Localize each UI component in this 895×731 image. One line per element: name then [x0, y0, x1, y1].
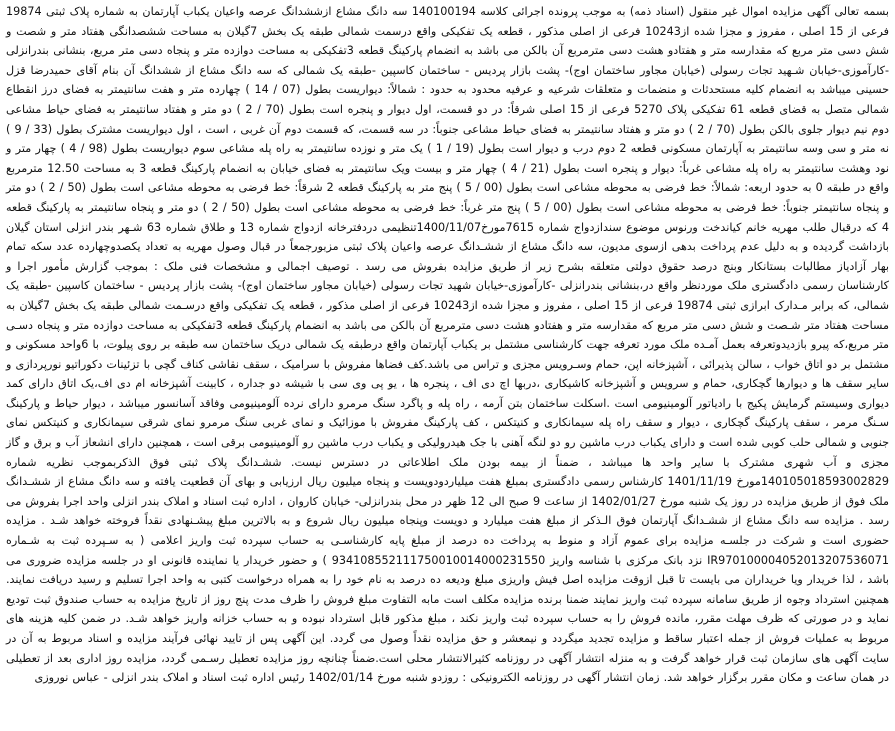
auction-notice-text: بسمه تعالی آگهی مزایده اموال غیر منقول (اسناد ذمه) به موجب پرونده اجرائی کلاسه 140100194 سه دانگ مشاع ازششدانگ عرصه واعیان یکباب آپارتمان به شماره پلاک ثبتی 19874 فرعی از 15 اصلی ، مفروز و مجزا شده از10243 فرعی از اصلی مذکور ، قطعه یک تفکیکی واقع درسمت شمالی طبقه یک بخش 7گیلان به مساحت ششصدانگی هفتاد متر و شصت و شش دسی متر مربع که مقدارسه متر و هفتادو هشت دسی مترمربع آن بالکن می باشد به انضمام پارکینگ قطعه 3تفکیکی به مساحت دوازده متر و پنجاه دسی متر مربع، بنشانی بندرانزلی -کارآموزی-خیابان شـهید تجات رسولی (خیابان مجاور ساختمان اوج)- پشت بازار پردیس - ساختمان کاسپین -طبقه یک شمالی که سه دانگ مشاع از ششدانگ آن بنام آقای حمیدرضا قزل حسینی میباشد به انضمام کلیه مستحدثات و منضمات و متعلقات شرعیه و عرفیه محدود به حدود : شمالاً: دیواریست بطول (07 / 14 ) چهارده متر و هفت سانتیمتر به فضای درز انقطاع شمالی متصل به قضای قطعه 61 تفکیکی پلاک 5270 فرعی از 15 اصلی شرقاً: در دو قسمت، اول دیوار و پنجره است بطول (70 / 2 ) دو متر و هفتاد سانتیمتر به فضای حیاط مشاعی دوم نیم دیوار جلوی بالکن بطول (70 / 2 ) دو متر و هفتاد سانتیمتر به فضای حیاط مشاعی جنوباً: در سه قسمت، که قسمت دوم آن غربی ، است ، اول دیواریست مشترک بطول (33 / 9 ) نه متر و سی وسه سانتیمتر به آپارتمان مسکونی قطعه 2 دوم درب و دیوار است بطول (19 / 1 ) یک متر و نوزده سانتیمتر به راه پله مشاعی سوم دیواریست بطول (98 / 4 ) چهار متر و نود وهشت سانتیمتر به راه پله مشاعی غرباً: دیوار و پنجره است بطول (21 / 4 ) چهار متر و بیست ویک سانتیمتر به فضای خیابان به انضمام پارکینگ قطعه 3 به مساحت 12.50 مترمربع واقع در طبقه 0 به حدود اربعه: شمالاً: خط فرضی به محوطه مشاعی است بطول (00 / 5 ) پنج متر به پارکینگ قطعه 2 شرقاً: خط فرضی به محوطه مشاعی است بطول (50 / 2 ) دو متر و پنجاه سانتیمتر جنوباً: خط فرضی به محوطه مشاعی است بطول (00 / 5 ) پنج متر غرباً: خط فرضی به محوطه مشاعی است بطول (50 / 2 ) دو متر و پنجاه سانتیمتر به پارکینگ قطعه 4 که درقبال طلب مهریه خانم کیاندخت ورنوس موضوع سندازدواج شماره 7615مورخ1400/11/07تنظیمی دردفترخانه ازدواج شماره 13 و طلاق شماره 63 شـهر بندر انزلی استان گیلان بازداشت گردیده و به دلیل عدم پرداخت بدهی ازسوی مدیون، سه دانگ مشاع از ششـدانگ عرصه واعیان پلاک ثبتی مزبورجمعاً در قبال وصول مهریه به تعداد یکصدوچهارده عدد سکه تمام بهار آزادیاز مطالبات بستانکار وبنج درصد حقوق دولتی متعلقه بشرح زیر از طریق مزایده بفروش می رسد . توصیف اجمالی و مشخصات فنی ملک : بموجب گزارش مأمور اجرا و کارشناسان رسمی دادگستری ملک موردنظر واقع در،بنشانی بندرانزلی -کارآموزی-خیابان شهید تجات رسولی (خیابان مجاور ساختمان اوج)- پشت بازار پردیس - ساختمان کاسپین -طبقه یک شمالی، که برابر مـدارک ابرازی ثبتی 19874 فرعی از 15 اصلی ، مفروز و مجزا شده از10243 فرعی از اصلی مذکور ، قطعه یک تفکیکی واقع درسـمت شمالی طبقه یک بخش 7گیلان به مساحت هفتاد متر شـصت و شش دسی متر مربع که مقدارسه متر و هفتادو هشت دسی مترمربع آن بالکن می باشد به انضمام پارکینگ قطعه 3تفکیکی به مساحت دوازده متر و پنجاه دسـی متر مربع،که پیرو بازدیدوتعرفه بعمل آمـده ملک مورد تعرفه جهت کارشناسی مشتمل بر یکباب آپارتمان واقع درطبقه یک شمالی دریک ساختمان سه طبقه بر روی پیلوت، با 6واحد مسکونی و مشتمل بر دو اتاق خواب ، سالن پذیرائی ، آشپزخانه اپن، حمام وسـرویس مجزی و تراس می باشد.کف فضاها مفروش با سرامیک ، سقف نقاشی کناف گچی با تزئینات دکوراتیو نورپردازی و سایر سقف ها و دیوارها گچکاری، حمام و سرویس و آشپزخانه کاشیکاری ،دربها اچ دی اف ، پنجره ها ، یو پی وی سی با شیشه دو جداره ، کابینت آشپزخانه ام دی اف،یک اتاق دارای کمد دیواری وسیستم گرمایش پکیج با رادیاتور آلومینیومی است .اسکلت ساختمان بتن آرمه ، راه پله و پاگرد سنگ مرمرو دارای نرده آلومینیومی وفاقد آسانسور میباشد ، دیوار حیاط و پارکینگ سـنگ مرمر ، سقف پارکینگ گچکاری ، دیوار و سقف راه پله سیمانکاری و کنیتکس ، کف پارکینگ مفروش با موزائیک و نمای غربی سنگ مرمرو نمای شرقی سیمانکاری و کنیتکس نمای جنوبی و شمالی حلب کوبی شده است و دارای یکباب درب ماشین رو دو لنگه آهنی با جک هیدرولیکی و یکباب درب ماشین رو آلومینیومی برقی است ، همچنین دارای انشعاز آب و برق و گاز مجزی و آب شهری مشترک با سایر واحد ها میباشد ، ضمناً از بیمه بودن ملک اطلاعاتی در دسترس نیست. ششـدانگ پلاک ثبتی فوق الذکربموجب نظریه شماره 140105018593002829مورخ 1401/11/19 کارشناس رسمی دادگستری بمبلغ هفت میلیاردودویست و پنجاه میلیون ریال ارزیابی و بهای آن قطعیت یافته و سه دانگ مشاع از ششـدانگ ملک فوق از طریق مزایده در روز یک شنبه مورخ 1402/01/27 از ساعت 9 صبح الی 12 ظهر در محل بندرانزلی- خیابان کاروان ، اداره ثبت اسناد و املاک بندر انزلی واحد اجرا بفروش می رسد . مزایده سه دانگ مشاع از ششـدانگ آپارتمان فوق الـذکر از مبلغ هفت میلیارد و دویست وپنجاه میلیون ریال شروع و به بالاترین مبلغ پیشـنهادی نقداً فروخته خواهد شـد . مزایده حضوری است و شرکت در جلسـه مزایده برای عموم آزاد و منوط به پرداخت ده درصد از مبلغ پایه کارشناسـی به حساب سپرده ثبت واریز اعلامی ( به سـپرده ثبت به شـماره IR970100004052013207536071 نزد بانک مرکزی با شناسه واریز 934108552111750010014000231550 ) و حضور خریدار یا نماینده قانونی او در جلسه مزایده ضروری می باشد ، لذا خریدار ویا خریداران می بایست تا قبل ازوقت مزایده اصل فیش واریزی مبلغ ودیعه ده درصد به نام خود را به همراه درخواست کتبی به واحد اجرا تسلیم و رسید دریافت نمایند. همچنین استرداد وجوه از طریق سامانه سپرده ثبت واریز نمایند ضمنا برنده مزایده مکلف است مابه التفاوت مبلغ فروش را ظرف مدت پنج روز از تاریخ مزایده به حساب صندوق ثبت تودیع نماید و در صورتی که ظرف مهلت مقرر، مانده فروش را به حساب سپرده ثبت واریز نکند ، مبلغ مذکور قابل استرداد نبوده و به حساب خزانه واریز خواهد شـد. در ضمن کلیه هزینه های مربوط به عملیات فروش از جمله اعتبار ساقط و مزایده تجدید میگردد و نیمعشر و حق مزایده نقداً وصول می گردد. این آگهی پس از تایید نهائی فرآیند مزایده و اسناد مربوط به آن در سایت آگهی های سازمان ثبت قرار خواهد گرفت و به منزله انتشار آگهی در روزنامه کثیرالانتشار محلی است.ضمناً چنانچه روز مزایده تعطیل رسـمی گردد، مزایده روز اداری بعد از تعطیلی در همان ساعت و مکان مقرر برگزار خواهد شد. زمان انتشار آگهی در روزنامه الکترونیکی : روزدو شنبه مورخ 1402/01/14 رئیس اداره ثبت اسناد و املاک بندر انزلی - عباس نوروزی [6, 5, 890, 685]
